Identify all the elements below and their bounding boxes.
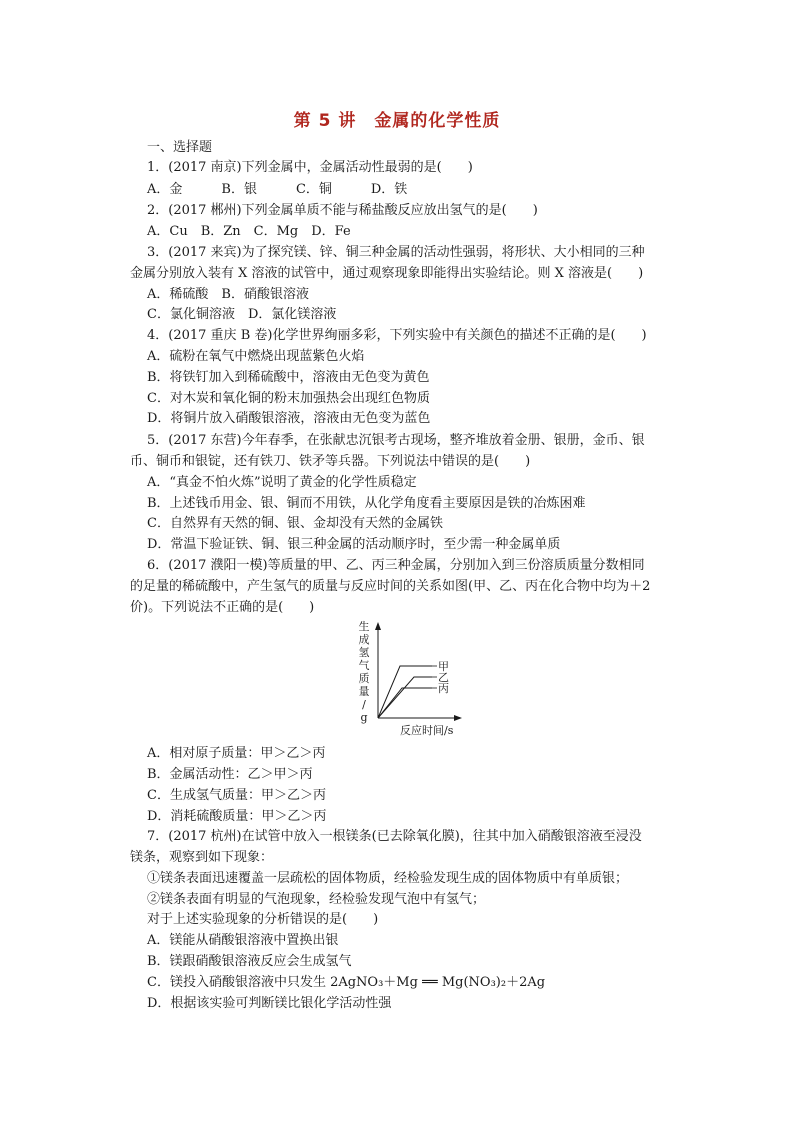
series-line-3 bbox=[378, 688, 432, 718]
q1-stem: 1．(2017 南京)下列金属中，金属活动性最弱的是( ) bbox=[147, 160, 473, 175]
q4-option-a: A．硫粉在氧气中燃烧出现蓝紫色火焰 bbox=[147, 349, 365, 364]
q5-option-c: C．自然界有天然的铜、银、金却没有天然的金属铁 bbox=[147, 516, 443, 531]
x-axis-label: 反应时间/s bbox=[400, 724, 454, 737]
y-axis-label-char: 氢 bbox=[358, 646, 370, 659]
series-label-1: 甲 bbox=[438, 660, 449, 673]
y-axis-label-char: 成 bbox=[358, 633, 370, 646]
q3-stem-line2: 金属分别放入装有 X 溶液的试管中，通过观察现象即能得出实验结论。则 X 溶液是( ) bbox=[130, 266, 644, 281]
q5-option-a: A．“真金不怕火炼”说明了黄金的化学性质稳定 bbox=[147, 475, 417, 490]
q4-option-b: B．将铁钉加入到稀硫酸中，溶液由无色变为黄色 bbox=[147, 370, 430, 385]
q4-stem: 4．(2017 重庆 B 卷)化学世界绚丽多彩，下列实验中有关颜色的描述不正确的是( ) bbox=[147, 328, 647, 343]
q7-stem-line2: 镁条，观察到如下现象： bbox=[130, 850, 274, 865]
y-axis-label-char: 气 bbox=[358, 659, 370, 672]
q3-options-cd: C．氯化铜溶液 D．氯化镁溶液 bbox=[147, 307, 337, 322]
q7-observation-2: ②镁条表面有明显的气泡现象，经检验发现气泡中有氢气； bbox=[147, 892, 486, 907]
q7-question: 对于上述实验现象的分析错误的是( ) bbox=[147, 912, 379, 927]
q7-observation-1: ①镁条表面迅速覆盖一层疏松的固体物质，经检验发现生成的固体物质中有单质银； bbox=[147, 871, 629, 886]
hydrogen-mass-chart bbox=[352, 618, 482, 740]
y-axis-label-char: 质 bbox=[358, 672, 370, 685]
series-label-3: 丙 bbox=[438, 682, 449, 695]
series-line-1 bbox=[378, 666, 432, 718]
q6-stem-line1: 6．(2017 濮阳一模)等质量的甲、乙、丙三种金属，分别加入到三份溶质质量分数相同 bbox=[147, 558, 645, 573]
y-axis-label-char: g bbox=[360, 711, 368, 724]
q4-option-d: D．将铜片放入硝酸银溶液，溶液由无色变为蓝色 bbox=[147, 411, 431, 426]
q5-option-d: D．常温下验证铁、铜、银三种金属的活动顺序时，至少需一种金属单质 bbox=[147, 537, 561, 552]
series-label-2: 乙 bbox=[438, 671, 449, 684]
q3-stem-line1: 3．(2017 来宾)为了探究镁、锌、铜三种金属的活动性强弱，将形状、大小相同的三种 bbox=[147, 245, 645, 260]
y-axis-label-char: 量 bbox=[358, 685, 370, 698]
q6-option-d: D．消耗硫酸质量：甲＞乙＞丙 bbox=[147, 809, 327, 824]
q6-stem-line2: 的足量的稀硫酸中，产生氢气的质量与反应时间的关系如图(甲、乙、丙在化合物中均为＋2 bbox=[130, 579, 651, 594]
q2-stem: 2．(2017 郴州)下列金属单质不能与稀盐酸反应放出氢气的是( ) bbox=[147, 203, 538, 218]
q2-options: A．Cu B．Zn C．Mg D．Fe bbox=[147, 224, 351, 239]
q4-option-c: C．对木炭和氧化铜的粉末加强热会出现红色物质 bbox=[147, 391, 430, 406]
q5-option-b: B．上述钱币用金、银、铜而不用铁，从化学角度看主要原因是铁的冶炼困难 bbox=[147, 496, 586, 511]
section-heading: 一、选择题 bbox=[147, 140, 213, 155]
q6-stem-line3: 价)。下列说法不正确的是( ) bbox=[130, 600, 315, 615]
x-axis-arrow bbox=[454, 715, 462, 721]
q6-option-b: B．金属活动性：乙＞甲＞丙 bbox=[147, 767, 313, 782]
q1-options: A．金 B．银 C．铜 D．铁 bbox=[147, 182, 408, 197]
y-axis-label-char: / bbox=[362, 698, 366, 711]
q7-option-c: C．镁投入硝酸银溶液中只发生 2AgNO₃＋Mg ══ Mg(NO₃)₂＋2Ag bbox=[147, 975, 546, 990]
q5-stem-line2: 币、铜币和银锭，还有铁刀、铁矛等兵器。下列说法中错误的是( ) bbox=[130, 454, 531, 469]
q6-option-c: C．生成氢气质量：甲＞乙＞丙 bbox=[147, 788, 326, 803]
series-line-2 bbox=[378, 677, 432, 718]
q3-options-ab: A．稀硫酸 B．硝酸银溶液 bbox=[147, 287, 309, 302]
q6-option-a: A．相对原子质量：甲＞乙＞丙 bbox=[147, 746, 326, 761]
q5-stem-line1: 5．(2017 东营)今年春季，在张献忠沉银考古现场，整齐堆放着金册、银册，金币、银 bbox=[147, 433, 645, 448]
q7-option-b: B．镁跟硝酸银溶液反应会生成氢气 bbox=[147, 954, 352, 969]
y-axis-label bbox=[359, 619, 370, 724]
y-axis-arrow bbox=[375, 622, 381, 630]
y-axis-label-char: 生 bbox=[358, 620, 370, 633]
q7-option-a: A．镁能从硝酸银溶液中置换出银 bbox=[147, 933, 339, 948]
page-title: 第 5 讲 金属的化学性质 bbox=[293, 111, 501, 131]
q7-option-d: D．根据该实验可判断镁比银化学活动性强 bbox=[147, 996, 392, 1011]
q7-stem-line1: 7．(2017 杭州)在试管中放入一根镁条(已去除氧化膜)，往其中加入硝酸银溶液至浸没 bbox=[147, 829, 642, 844]
